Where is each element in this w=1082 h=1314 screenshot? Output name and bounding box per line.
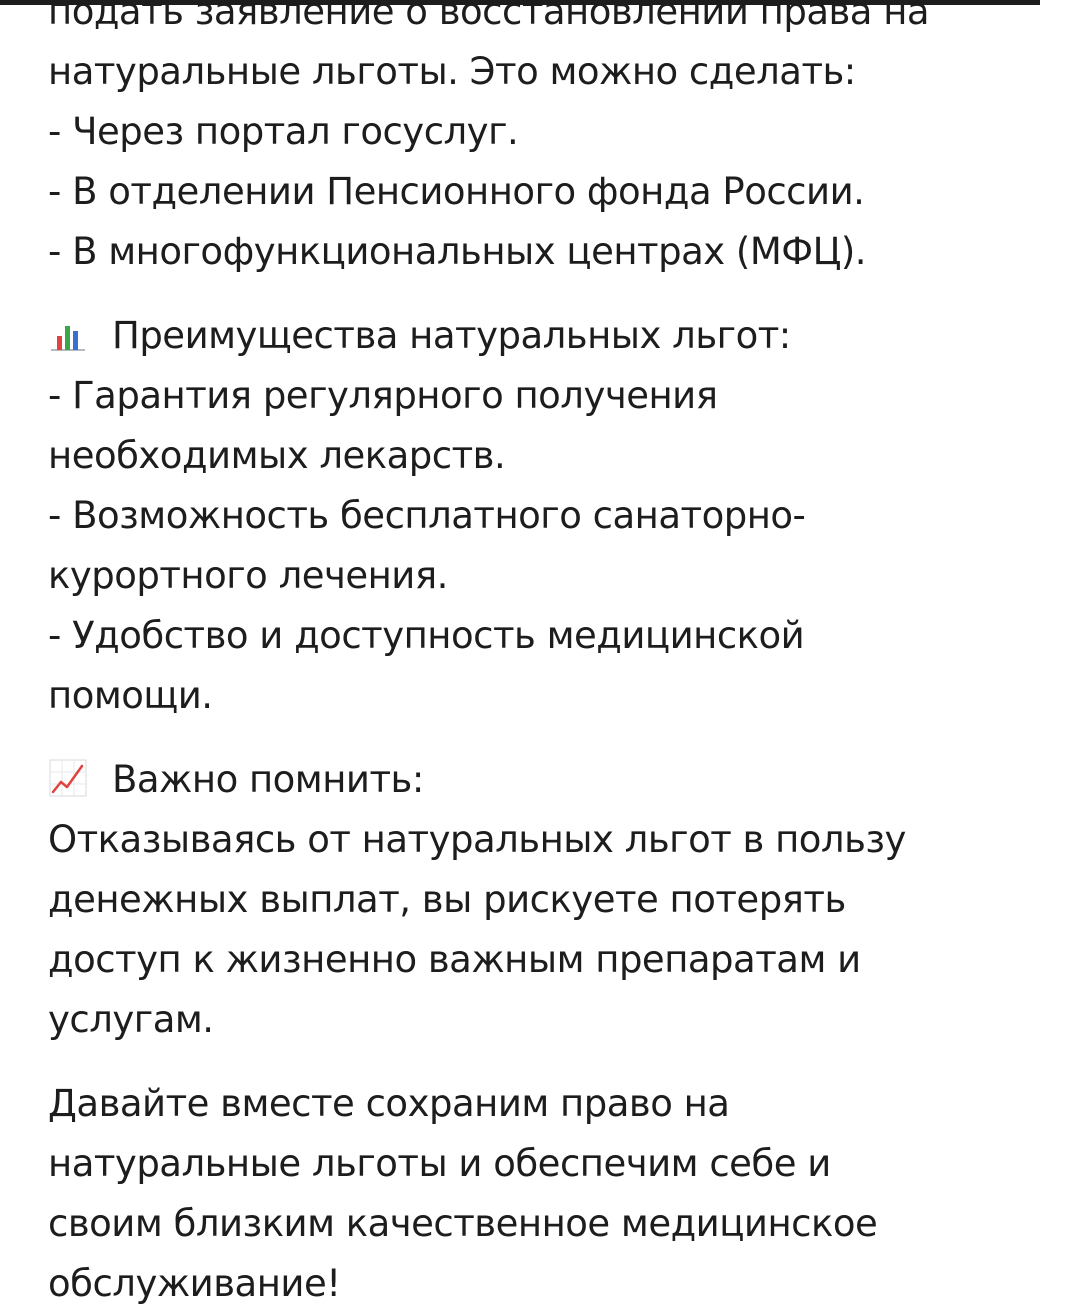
- message-text: [48, 0, 1058, 1314]
- advantages-line: - Возможность бесплатного санаторно-: [48, 494, 806, 537]
- intro-list-item: - В многофункциональных центрах (МФЦ).: [48, 230, 867, 273]
- important-line: услугам.: [48, 998, 214, 1041]
- advantages-line: курортного лечения.: [48, 554, 448, 597]
- important-line: денежных выплат, вы рискуете потерять: [48, 878, 846, 921]
- intro-line: подать заявление о восстановлении права на: [48, 0, 930, 33]
- advantages-line: помощи.: [48, 674, 213, 717]
- paragraph-gap: [48, 1050, 1058, 1074]
- closing-line: Давайте вместе сохраним право на: [48, 1082, 730, 1125]
- paragraph-gap: [48, 282, 1058, 306]
- intro-list-item: - Через портал госуслуг.: [48, 110, 519, 153]
- paragraph-gap: [48, 726, 1058, 750]
- important-line: Отказываясь от натуральных льгот в пользу: [48, 818, 906, 861]
- intro-line: натуральные льготы. Это можно сделать:: [48, 50, 856, 93]
- advantages-heading: Преимущества натуральных льгот:: [112, 314, 791, 357]
- advantages-line: необходимых лекарств.: [48, 434, 506, 477]
- important-heading: Важно помнить:: [112, 758, 424, 801]
- closing-line: своим близким качественное медицинское: [48, 1202, 878, 1245]
- advantages-heading-row: [48, 306, 1058, 366]
- closing-line: обслуживание!: [48, 1262, 341, 1305]
- closing-line: натуральные льготы и обеспечим себе и: [48, 1142, 831, 1185]
- advantages-line: - Гарантия регулярного получения: [48, 374, 718, 417]
- bar-chart-icon: [48, 314, 88, 354]
- intro-list-item: - В отделении Пенсионного фонда России.: [48, 170, 865, 213]
- important-heading-row: [48, 750, 1058, 810]
- important-line: доступ к жизненно важным препаратам и: [48, 938, 861, 981]
- chart-increasing-icon: [48, 758, 88, 798]
- advantages-line: - Удобство и доступность медицинской: [48, 614, 805, 657]
